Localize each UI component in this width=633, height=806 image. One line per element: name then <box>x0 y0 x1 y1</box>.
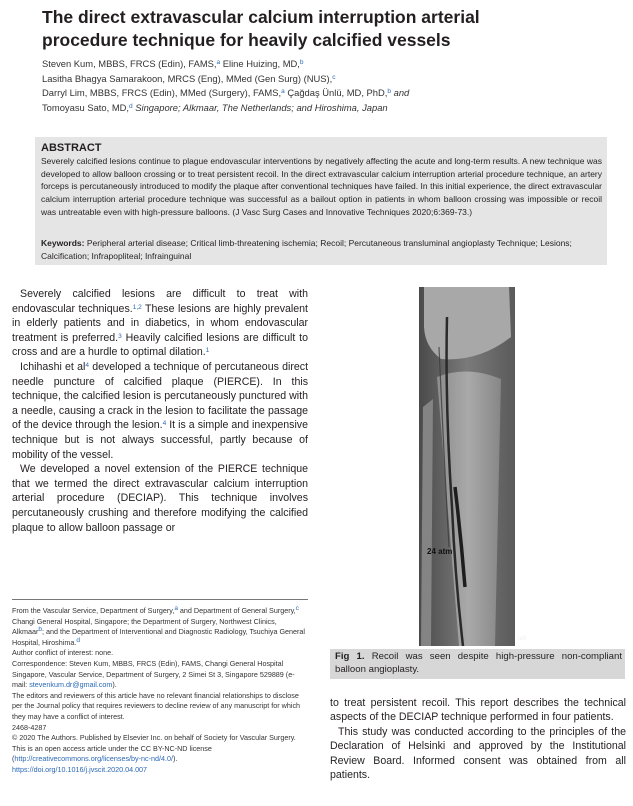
figure-label-pressure: 24 atm <box>427 547 453 556</box>
body-paragraph: This study was conducted according to the principles of the Declaration of Helsinki and approved by the Institutional Review Board. Informed consent was obtained from all patients. <box>330 725 626 782</box>
doi-link[interactable]: https://doi.org/10.1016/j.jvscit.2020.04.007 <box>12 764 148 774</box>
author-name: Steven Kum, MBBS, FRCS (Edin), FAMS, <box>42 58 217 69</box>
author-name: Çağdaş Ünlü, MD, PhD, <box>287 87 388 99</box>
caption-text: Recoil was seen despite high-pressure non-compliant balloon angioplasty. <box>335 651 622 675</box>
keywords-label: Keywords: <box>41 238 85 248</box>
keywords <box>41 237 602 262</box>
email-link[interactable]: stevenkum.dr@gmail.com <box>29 680 113 690</box>
figure-angiogram <box>419 287 515 646</box>
body-paragraph: We developed a novel extension of the PIERCE technique that we termed the direct extravascular calcium interruption arterial procedure (DECIAP). This technique involves percutaneously crushing and therefore modifying the calcified plaque to allow balloon passage or <box>12 463 308 534</box>
body-paragraph <box>12 287 308 360</box>
article-title: The direct extravascular calcium interruption arterial procedure technique for heavily calcified vessels <box>42 7 480 50</box>
copyright-note <box>12 733 308 765</box>
footnote-divider <box>12 599 308 600</box>
caption-label: Fig 1. <box>335 651 365 662</box>
text-run: ). <box>173 754 178 764</box>
fibula-shape <box>421 399 433 646</box>
abstract-text: Severely calcified lesions continue to plague endovascular interventions by negatively affecting the acute and long-term results. A new technique was developed to allow balloon crossing or to treat persistent recoil. In the direct extravascular calcium interruption arterial procedure technique, an artery forceps is percutaneously introduced to modify the plaque after conventional techniques have failed. In this initial experience, the direct extravascular calcium interruption arterial procedure technique was successful as a bailout option in patients in whom balloon crossing was impossible or recoil was untreatable even with high-pressure balloons. (J Vasc Surg Cases and Innovative Techniques 2020;6:369-73.) <box>41 156 602 217</box>
text-run: Severely calcified lesions are difficult to treat with endovascular techniques. <box>12 288 308 315</box>
body-paragraph <box>12 360 308 462</box>
affiliation-marker[interactable]: c <box>332 73 336 81</box>
text-run: © 2020 The Authors. Published by Elsevier Inc. on behalf of Society for Vascular Surgery. This is an open access article under the CC BY-NC-ND license ( <box>12 733 296 764</box>
reference-link[interactable]: 4 <box>85 361 89 369</box>
affiliation-marker[interactable]: b <box>387 88 392 96</box>
text-run: These lesions are highly prevalent in elderly patients and in diabetics, in whom endovascular treatment is preferred. <box>12 302 308 344</box>
correspondence-note <box>12 659 308 691</box>
text-run: Ichihashi et al <box>20 360 86 373</box>
text-run: developed a technique of percutaneous direct needle puncture of calcified plaque (PIERCE). In this technique, the calcified lesion is percutaneously punctured with a needle, causing a crack in the lesion to facilitate the passage of the device through the lesion. <box>12 360 309 432</box>
text-run: Changi General Hospital, Singapore; the Department of Surgery, Northwest Clinics, Alkmaar <box>12 616 277 637</box>
text-run: ). <box>112 680 117 690</box>
affiliation-marker[interactable]: d <box>76 636 80 644</box>
abstract-heading: ABSTRACT <box>41 142 102 154</box>
affiliation-marker[interactable]: c <box>295 605 299 612</box>
affiliation-marker[interactable]: d <box>129 102 133 110</box>
text-run: and Department of General Surgery, <box>177 606 296 615</box>
affiliations-note <box>12 606 308 648</box>
footnotes <box>12 606 308 776</box>
body-left-column <box>12 287 308 535</box>
reference-link[interactable]: 1,2 <box>132 303 142 311</box>
reference-link[interactable]: 1 <box>205 347 210 355</box>
author-name: Eline Huizing, MD, <box>222 58 300 69</box>
license-link[interactable]: http://creativecommons.org/licenses/by-nc-nd/4.0/ <box>14 754 174 764</box>
author-name: Tomoyasu Sato, MD, <box>42 101 130 113</box>
text-run: Correspondence: Steven Kum, MBBS, FRCS (Edin), FAMS, Changi General Hospital Singapore, Vascular Service, Department of Surgery, 2 Simei St 3, Singapore 529889 (e-mail: <box>12 658 295 690</box>
text-run: It is a simple and inexpensive technique but is not always successful, partly because of mobility of the vessel. <box>12 419 308 461</box>
author-name: Lasitha Bhagya Samarakoon, MRCS (Eng), MMed (Gen Surg) (NUS), <box>42 72 333 84</box>
editors-note: The editors and reviewers of this article have no relevant financial relationships to disclose per the Journal policy that requires reviewers to decline review of any manuscript for which they may have a conflict of interest. <box>12 690 301 721</box>
figure-label-side: left <box>518 635 527 642</box>
text-run: From the Vascular Service, Department of Surgery, <box>12 606 175 615</box>
text-run: ; and the Department of Interventional and Diagnostic Radiology, Tsuchiya General Hospital, Hiroshima. <box>12 627 306 647</box>
affiliation-places: Singapore; Alkmaar, The Netherlands; and Hiroshima, Japan <box>135 101 388 113</box>
body-paragraph: to treat persistent recoil. This report describes the technical aspects of the DECIAP technique performed in four patients. <box>330 697 626 724</box>
reference-link[interactable]: 3 <box>118 332 122 340</box>
angiogram-image <box>419 287 515 646</box>
author-name: Darryl Lim, MBBS, FRCS (Edin), MMed (Surgery), FAMS, <box>42 87 282 99</box>
keywords-list: Peripheral arterial disease; Critical limb-threatening ischemia; Recoil; Percutaneous transluminal angioplasty Technique; Lesions; Calcification; Infrapopliteal; Infrainguinal <box>41 238 572 261</box>
conflict-note: Author conflict of interest: none. <box>12 648 114 658</box>
author-list <box>42 57 602 115</box>
text-run: Heavily calcified lesions are difficult to cross and are a hurdle to optimal dilation. <box>12 331 309 359</box>
body-right-column <box>330 696 626 782</box>
and-word: and <box>393 87 410 99</box>
affiliation-marker[interactable]: b <box>299 59 304 66</box>
issn: 2468-4287 <box>12 722 47 732</box>
reference-link[interactable]: 4 <box>162 420 167 428</box>
affiliation-marker[interactable]: b <box>38 626 42 634</box>
affiliation-marker[interactable]: a <box>281 88 285 96</box>
figure-caption <box>335 651 622 676</box>
affiliation-marker[interactable]: a <box>174 605 178 612</box>
affiliation-marker[interactable]: a <box>216 59 221 66</box>
